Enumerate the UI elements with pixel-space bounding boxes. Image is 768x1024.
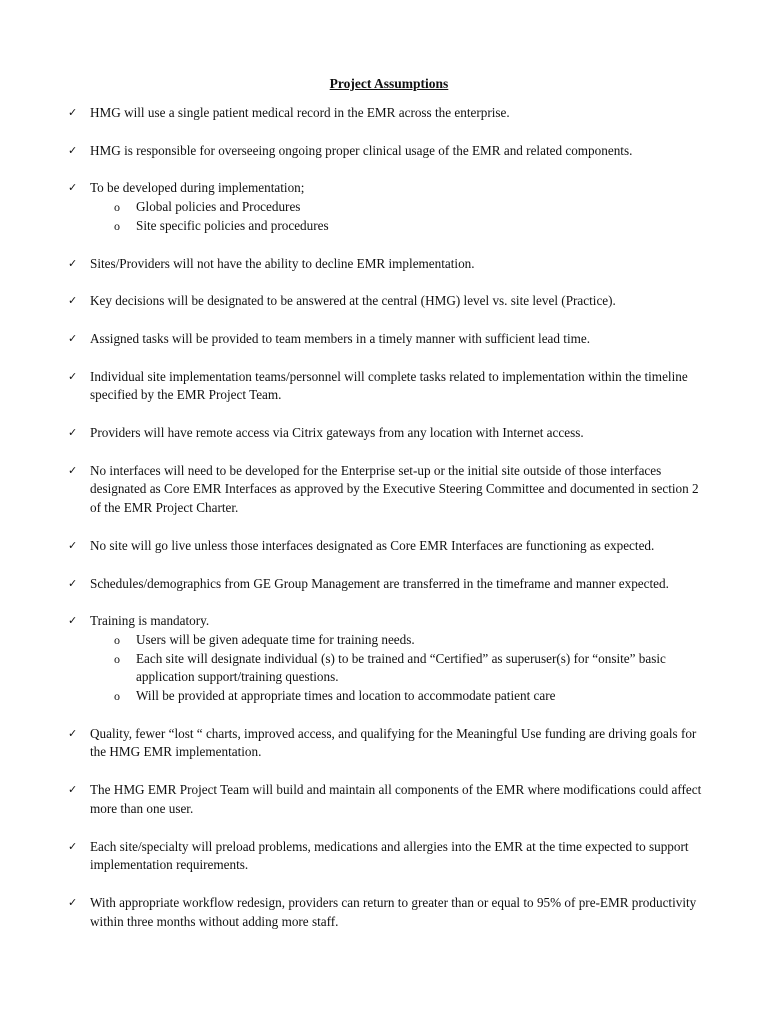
assumption-item — [68, 462, 708, 518]
circle-bullet-icon: o — [114, 651, 120, 666]
assumption-text: Key decisions will be designated to be answered at the central (HMG) level vs. site level (Practice). — [90, 293, 616, 309]
assumption-text: HMG will use a single patient medical record in the EMR across the enterprise. — [90, 105, 510, 120]
assumption-item — [68, 179, 708, 235]
assumption-text: Each site/specialty will preload problems, medications and allergies into the EMR at the time expected to support implementation requirements. — [90, 838, 689, 873]
sub-item-text: Site specific policies and procedures — [136, 217, 329, 233]
assumption-text: Assigned tasks will be provided to team members in a timely manner with sufficient lead time. — [90, 330, 591, 346]
assumption-item — [68, 255, 708, 274]
circle-bullet-icon: o — [114, 200, 120, 215]
sub-item-text: Global policies and Procedures — [136, 199, 301, 215]
circle-bullet-icon: o — [114, 689, 120, 704]
assumption-text: Quality, fewer “lost “ charts, improved access, and qualifying for the Meaningful Use funding are driving goals for the HMG EMR implementation. — [90, 725, 697, 760]
sub-item-text: Will be provided at appropriate times and location to accommodate patient care — [136, 688, 556, 704]
page-title: Project Assumptions — [329, 76, 449, 91]
sub-item-text: Each site will designate individual (s) to be trained and “Certified” as superuser(s) for “onsite” basic application support/training questions. — [136, 650, 666, 685]
assumption-item — [68, 330, 708, 349]
assumption-text: No site will go live unless those interfaces designated as Core EMR Interfaces are functioning as expected. — [90, 537, 655, 553]
assumption-item — [68, 104, 708, 123]
assumption-item — [68, 894, 708, 931]
assumption-text: Schedules/demographics from GE Group Management are transferred in the timeframe and manner expected. — [90, 575, 669, 591]
assumption-item — [68, 142, 708, 161]
assumption-item — [68, 725, 708, 762]
checkmark-icon: ✓ — [68, 839, 78, 853]
checkmark-icon: ✓ — [68, 726, 78, 740]
assumption-text: To be developed during implementation; — [90, 180, 305, 196]
checkmark-icon: ✓ — [68, 895, 78, 909]
assumption-item — [68, 612, 708, 706]
assumption-text: Sites/Providers will not have the ability to decline EMR implementation. — [90, 255, 475, 271]
checkmark-icon: ✓ — [68, 463, 78, 477]
assumption-text: Providers will have remote access via Citrix gateways from any location with Internet access. — [90, 425, 584, 441]
checkmark-icon: ✓ — [68, 256, 78, 270]
checkmark-icon: ✓ — [68, 143, 78, 157]
sub-list-item — [90, 631, 708, 650]
assumption-text: Individual site implementation teams/personnel will complete tasks related to implementation within the timeline specified by the EMR Project Team. — [90, 368, 688, 403]
assumptions-list — [68, 104, 708, 931]
sub-list-item — [90, 687, 708, 706]
assumption-text: No interfaces will need to be developed for the Enterprise set-up or the initial site outside of those interfaces designated as Core EMR Interfaces as approved by the Executive Steering Committee and documented in section 2 of the EMR Project Charter. — [90, 462, 699, 516]
checkmark-icon: ✓ — [68, 294, 78, 308]
checkmark-icon: ✓ — [68, 369, 78, 383]
checkmark-icon: ✓ — [68, 783, 78, 797]
checkmark-icon: ✓ — [68, 331, 78, 345]
sub-list-item — [90, 217, 708, 236]
assumption-text: Training is mandatory. — [90, 613, 210, 629]
assumption-item — [68, 537, 708, 556]
sub-list — [90, 631, 708, 706]
sub-item-text: Users will be given adequate time for training needs. — [136, 631, 415, 647]
assumption-item — [68, 368, 708, 405]
checkmark-icon: ✓ — [68, 426, 78, 440]
checkmark-icon: ✓ — [68, 106, 78, 119]
sub-list — [90, 198, 708, 235]
assumption-item — [68, 292, 708, 311]
assumption-text: HMG is responsible for overseeing ongoing proper clinical usage of the EMR and related components. — [90, 142, 633, 158]
assumption-item — [68, 424, 708, 443]
sub-list-item — [90, 650, 708, 687]
assumption-text: With appropriate workflow redesign, providers can return to greater than or equal to 95% of pre-EMR productivity within three months without adding more staff. — [90, 894, 697, 929]
checkmark-icon: ✓ — [68, 576, 78, 590]
assumption-item — [68, 575, 708, 594]
assumption-text: The HMG EMR Project Team will build and maintain all components of the EMR where modifications could affect more than one user. — [90, 782, 702, 816]
assumption-item — [68, 838, 708, 875]
assumption-item — [68, 781, 708, 818]
checkmark-icon: ✓ — [68, 181, 78, 195]
checkmark-icon: ✓ — [68, 538, 78, 552]
circle-bullet-icon: o — [114, 218, 120, 233]
circle-bullet-icon: o — [114, 632, 120, 647]
checkmark-icon: ✓ — [68, 614, 78, 628]
sub-list-item — [90, 198, 708, 217]
